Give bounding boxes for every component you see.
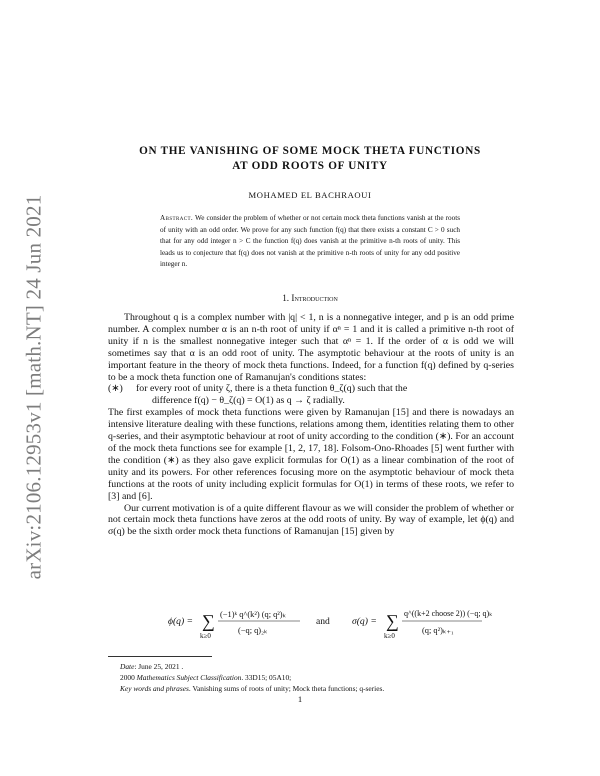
section-number: 1. (282, 293, 290, 303)
phi-sum-sign: ∑ (202, 611, 215, 631)
keywords-label: Key words and phrases (120, 684, 189, 693)
ramanujan-condition (108, 383, 514, 407)
footnote-date (108, 661, 514, 672)
phi-sum-sub: k≥0 (200, 632, 211, 640)
msc-prefix: 2000 (120, 673, 137, 682)
title-line-1: ON THE VANISHING OF SOME MOCK THETA FUNCTIONS (139, 145, 481, 157)
condition-line-1: for every root of unity ζ, there is a theta function θ_ζ(q) such that the (136, 383, 408, 395)
arxiv-id: arXiv:2106.12953v1 [math.NT] 24 Jun 2021 (21, 194, 46, 580)
date-value: : June 25, 2021 . (134, 662, 184, 671)
abstract (160, 213, 460, 271)
section-heading (110, 293, 510, 303)
footnotes (108, 661, 514, 694)
author-name: MOHAMED EL BACHRAOUI (248, 190, 372, 200)
formula-svg (110, 600, 510, 642)
sigma-numerator: q^((k+2 choose 2)) (−q; q)ₖ (404, 609, 493, 618)
display-formula (110, 600, 510, 642)
formula-and: and (316, 616, 330, 627)
paper-title (110, 144, 510, 174)
phi-lhs: ϕ(q) = (168, 616, 194, 627)
body-text (108, 312, 514, 538)
date-label: Date (120, 662, 135, 671)
condition-line-2: difference f(q) − θ_ζ(q) = O(1) as q → ζ radially. (152, 395, 345, 407)
paragraph-1: Throughout q is a complex number with |q| < 1, n is a nonnegative integer, and p is an odd prime number. A complex number α is an n-th root of unity if αⁿ = 1 and it is called a primitive n-th root of unity if n is the smallest nonnegative integer such that αⁿ = 1. If the order of α is odd we will sometimes say that α is an odd root of unity. The asymptotic behaviour at the roots of unity is an important feature in the theory of mock theta functions. Indeed, for a function f(q) defined by q-series to be a mock theta function one of Ramanujan's conditions states: (108, 312, 514, 383)
sigma-lhs: σ(q) = (352, 616, 377, 627)
sigma-sum-sub: k≥0 (384, 632, 395, 640)
footnote-msc (108, 672, 514, 683)
sigma-sum-sign: ∑ (386, 611, 399, 631)
footnote-rule (108, 656, 212, 657)
paragraph-2: The first examples of mock theta functions were given by Ramanujan [15] and there is nowadays an intensive literature dealing with these functions, relations among them, identities relating them to other q-series, and their asymptotic behaviour at root of unity according to the condition (∗). For an account of the mock theta functions see for example [1, 2, 17, 18]. Folsom-Ono-Rhoades [5] went further with the condition (∗) as they also gave explicit formulas for O(1) as a linear combination of the root of unity and its powers. For other references focusing more on the asymptotic behaviour of mock theta functions at the roots of unity including explicit formulas for O(1) in terms of these roots, we refer to [3] and [6]. (108, 407, 514, 502)
phi-denominator: (−q; q)₂ₖ (238, 626, 268, 635)
footnote-keywords (108, 683, 514, 694)
abstract-label: Abstract. (160, 214, 194, 222)
keywords-value: . Vanishing sums of roots of unity; Mock theta functions; q-series. (188, 684, 385, 693)
msc-label: Mathematics Subject Classification (136, 673, 242, 682)
paragraph-3: Our current motivation is of a quite different flavour as we will consider the problem of whether or not certain mock theta functions have zeros at the odd roots of unity. By way of example, let ϕ(q) and σ(q) be the sixth order mock theta functions of Ramanujan [15] given by (108, 502, 514, 538)
condition-mark: (∗) (108, 383, 123, 395)
msc-value: . 33D15; 05A10; (241, 673, 292, 682)
abstract-text: We consider the problem of whether or not certain mock theta functions vanish at the roots of unity with an odd order. We prove for any such function f(q) that there exists a constant C > 0 such that for any odd integer n > C the function f(q) does vanish at the primitive n-th roots of unity. This leads us to conjecture that f(q) does not vanish at the primitive n-th roots of unity for any odd positive integer n. (160, 214, 460, 269)
title-line-2: AT ODD ROOTS OF UNITY (232, 160, 388, 172)
phi-numerator: (−1)ᵏ q^(k²) (q; q²)ₖ (220, 610, 287, 619)
arxiv-sidebar-stamp (14, 172, 54, 602)
section-title: Introduction (291, 293, 338, 303)
sigma-denominator: (q; q²)ₖ₊₁ (422, 626, 454, 635)
page-number: 1 (297, 694, 303, 704)
